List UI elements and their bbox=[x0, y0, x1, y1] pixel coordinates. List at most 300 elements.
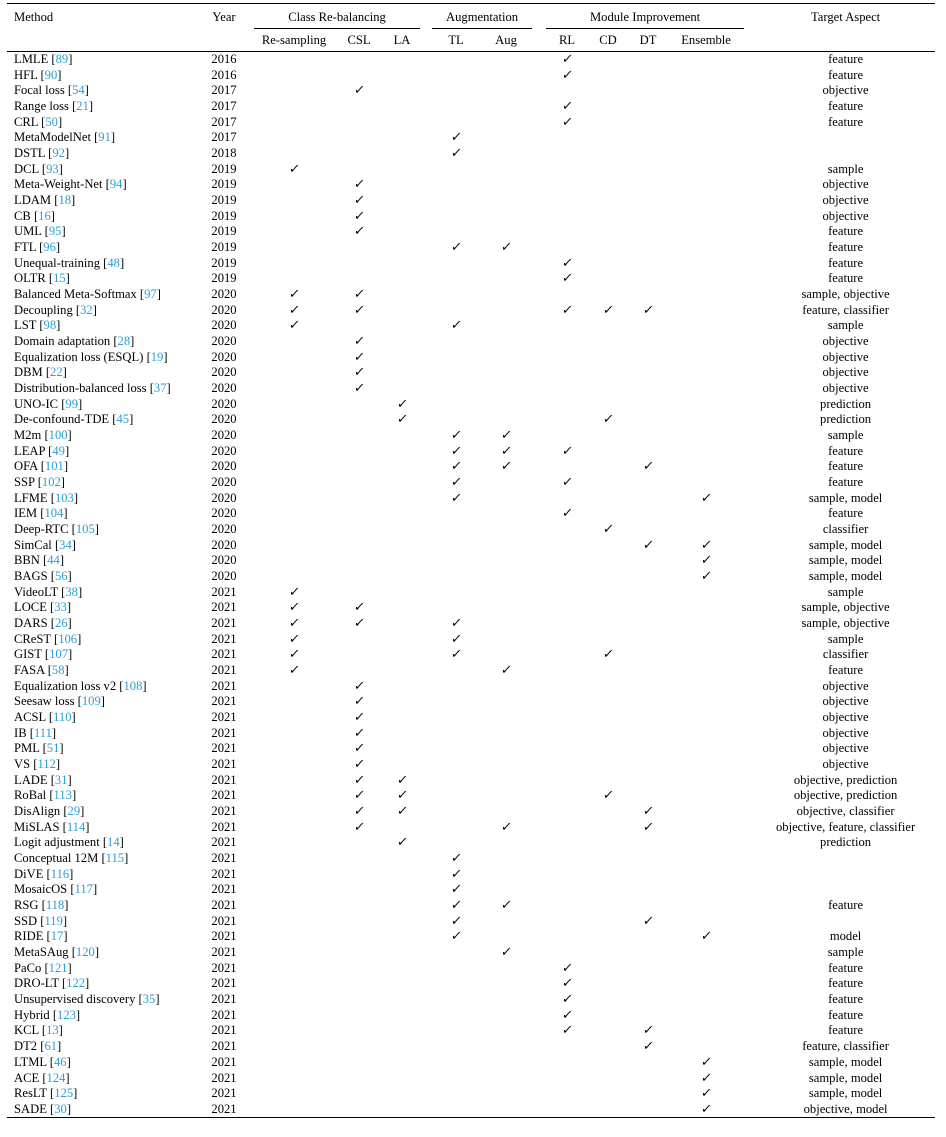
method-name: RoBal bbox=[14, 788, 47, 803]
check-icon: ✓ bbox=[641, 537, 655, 553]
mark-cell-cd bbox=[588, 475, 628, 491]
mark-cell-ensemble bbox=[668, 772, 744, 788]
year-cell: 2021 bbox=[211, 898, 237, 913]
mark-cell-re-sampling bbox=[254, 678, 334, 694]
mark-cell-rl bbox=[546, 428, 588, 444]
year-cell: 2021 bbox=[211, 1070, 237, 1085]
mark-cell-dt bbox=[628, 584, 668, 600]
citation-link[interactable]: 21 bbox=[76, 98, 89, 113]
target-aspect-cell bbox=[756, 882, 935, 898]
year-cell: 2020 bbox=[211, 506, 237, 521]
method-cell: ACE [124] bbox=[14, 1070, 70, 1085]
mark-cell-csl bbox=[334, 428, 384, 444]
header-group-augmentation: Augmentation bbox=[432, 4, 532, 31]
citation-link[interactable]: 16 bbox=[38, 208, 51, 223]
citation-link[interactable]: 98 bbox=[43, 318, 57, 333]
mark-cell-rl bbox=[546, 600, 588, 616]
year-cell: 2021 bbox=[211, 647, 237, 662]
mark-cell-la bbox=[384, 146, 420, 162]
mark-cell-aug bbox=[480, 506, 532, 522]
citation-link[interactable]: 34 bbox=[59, 537, 72, 552]
citation-link[interactable]: 54 bbox=[72, 83, 85, 98]
table-row bbox=[7, 945, 935, 961]
check-icon: ✓ bbox=[395, 788, 409, 804]
mark-cell-csl bbox=[334, 898, 384, 914]
mark-cell-aug bbox=[480, 647, 532, 663]
mark-cell-cd bbox=[588, 1102, 628, 1118]
table-row bbox=[7, 302, 935, 318]
mark-cell-la bbox=[384, 616, 420, 632]
method-name: CReST bbox=[14, 631, 51, 646]
mark-cell-csl bbox=[334, 929, 384, 945]
mark-cell-csl bbox=[334, 334, 384, 350]
check-icon: ✓ bbox=[699, 1086, 713, 1102]
mark-cell-csl bbox=[334, 193, 384, 209]
mark-cell-tl bbox=[432, 663, 480, 679]
mark-cell-ensemble bbox=[668, 287, 744, 303]
method-name: Domain adaptation bbox=[14, 333, 111, 348]
table-row bbox=[7, 161, 935, 177]
header-method: Method bbox=[7, 4, 200, 31]
method-name: KCL bbox=[14, 1023, 39, 1038]
method-cell: ResLT [125] bbox=[14, 1086, 78, 1101]
mark-cell-aug bbox=[480, 193, 532, 209]
mark-cell-csl bbox=[334, 271, 384, 287]
mark-cell-la bbox=[384, 318, 420, 334]
mark-cell-la bbox=[384, 882, 420, 898]
method-cell: DSTL [92] bbox=[14, 145, 70, 160]
mark-cell-csl bbox=[334, 224, 384, 240]
citation-link[interactable]: 37 bbox=[153, 380, 167, 395]
mark-cell-csl bbox=[334, 52, 384, 68]
mark-cell-re-sampling bbox=[254, 83, 334, 99]
check-icon: ✓ bbox=[395, 804, 409, 820]
check-icon: ✓ bbox=[449, 145, 463, 161]
mark-cell-aug bbox=[480, 725, 532, 741]
mark-cell-aug bbox=[480, 631, 532, 647]
mark-cell-re-sampling bbox=[254, 349, 334, 365]
target-aspect-cell: objective bbox=[822, 192, 869, 207]
target-aspect-cell: prediction bbox=[820, 835, 872, 850]
table-row bbox=[7, 851, 935, 867]
mark-cell-ensemble bbox=[668, 208, 744, 224]
citation-link[interactable]: 49 bbox=[52, 443, 65, 458]
method-cell: SSD [119] bbox=[14, 913, 68, 928]
citation-link[interactable]: 14 bbox=[107, 835, 120, 850]
target-aspect-cell: feature, classifier bbox=[802, 302, 889, 317]
citation-link[interactable]: 125 bbox=[54, 1086, 74, 1101]
mark-cell-re-sampling bbox=[254, 819, 334, 835]
citation-link[interactable]: 118 bbox=[45, 898, 65, 913]
mark-cell-la bbox=[384, 866, 420, 882]
citation-link[interactable]: 112 bbox=[37, 757, 56, 772]
mark-cell-la bbox=[384, 835, 420, 851]
mark-cell-tl bbox=[432, 224, 480, 240]
mark-cell-dt bbox=[628, 710, 668, 726]
year-cell: 2019 bbox=[211, 239, 237, 254]
citation-link[interactable]: 94 bbox=[109, 177, 123, 192]
citation-link[interactable]: 35 bbox=[142, 992, 156, 1007]
mark-cell-rl bbox=[546, 772, 588, 788]
citation-link[interactable]: 92 bbox=[52, 145, 65, 160]
mark-cell-tl bbox=[432, 522, 480, 538]
mark-cell-tl bbox=[432, 569, 480, 585]
table-row bbox=[7, 1070, 935, 1086]
citation-link[interactable]: 61 bbox=[44, 1039, 58, 1054]
mark-cell-csl bbox=[334, 1102, 384, 1118]
citation-link[interactable]: 116 bbox=[50, 866, 70, 881]
target-aspect-cell: objective bbox=[822, 741, 869, 756]
mark-cell-re-sampling bbox=[254, 663, 334, 679]
citation-link[interactable]: 22 bbox=[50, 365, 63, 380]
citation-link[interactable]: 46 bbox=[54, 1054, 67, 1069]
mark-cell-aug bbox=[480, 913, 532, 929]
mark-cell-la bbox=[384, 490, 420, 506]
mark-cell-ensemble bbox=[668, 1023, 744, 1039]
citation-link[interactable]: 105 bbox=[75, 521, 95, 536]
citation-link[interactable]: 110 bbox=[53, 710, 72, 725]
method-name: Unsupervised discovery bbox=[14, 992, 136, 1007]
method-name: DT2 bbox=[14, 1039, 38, 1054]
citation-link[interactable]: 122 bbox=[66, 976, 86, 991]
year-cell: 2021 bbox=[211, 757, 237, 772]
mark-cell-la bbox=[384, 302, 420, 318]
table-row bbox=[7, 929, 935, 945]
citation-link[interactable]: 96 bbox=[43, 239, 56, 254]
mark-cell-csl bbox=[334, 459, 384, 475]
mark-cell-csl bbox=[334, 302, 384, 318]
citation-link[interactable]: 95 bbox=[48, 224, 62, 239]
mark-cell-dt bbox=[628, 960, 668, 976]
year-cell: 2020 bbox=[211, 365, 237, 380]
method-cell: FASA [58] bbox=[14, 663, 69, 678]
check-icon: ✓ bbox=[287, 616, 301, 632]
citation-link[interactable]: 19 bbox=[150, 349, 164, 364]
method-cell: FTL [96] bbox=[14, 239, 61, 254]
mark-cell-cd bbox=[588, 992, 628, 1008]
mark-cell-tl bbox=[432, 819, 480, 835]
mark-cell-ensemble bbox=[668, 52, 744, 68]
mark-cell-re-sampling bbox=[254, 772, 334, 788]
citation-link[interactable]: 99 bbox=[65, 396, 79, 411]
mark-cell-rl bbox=[546, 710, 588, 726]
citation-link[interactable]: 101 bbox=[44, 459, 64, 474]
method-name: DBM bbox=[14, 365, 43, 380]
mark-cell-la bbox=[384, 381, 420, 397]
citation-link[interactable]: 115 bbox=[105, 851, 125, 866]
check-icon: ✓ bbox=[449, 866, 463, 882]
method-name: Range loss bbox=[14, 98, 69, 113]
mark-cell-la bbox=[384, 772, 420, 788]
mark-cell-csl bbox=[334, 600, 384, 616]
citation-link[interactable]: 45 bbox=[116, 412, 130, 427]
check-icon: ✓ bbox=[352, 819, 366, 835]
check-icon: ✓ bbox=[560, 1007, 574, 1023]
mark-cell-dt bbox=[628, 835, 668, 851]
mark-cell-tl bbox=[432, 459, 480, 475]
citation-link[interactable]: 90 bbox=[44, 67, 58, 82]
citation-link[interactable]: 33 bbox=[54, 600, 67, 615]
citation-link[interactable]: 30 bbox=[54, 1101, 67, 1116]
check-icon: ✓ bbox=[601, 302, 615, 318]
mark-cell-ensemble bbox=[668, 553, 744, 569]
target-aspect-cell: feature bbox=[828, 976, 864, 991]
citation-link[interactable]: 29 bbox=[67, 804, 81, 819]
mark-cell-la bbox=[384, 114, 420, 130]
citation-link[interactable]: 31 bbox=[54, 772, 68, 787]
mark-cell-tl bbox=[432, 318, 480, 334]
check-icon: ✓ bbox=[641, 913, 655, 929]
citation-link[interactable]: 107 bbox=[49, 647, 68, 662]
mark-cell-aug bbox=[480, 443, 532, 459]
year-cell: 2017 bbox=[211, 114, 237, 129]
mark-cell-csl bbox=[334, 1039, 384, 1055]
year-cell: 2021 bbox=[211, 678, 237, 693]
year-cell: 2021 bbox=[211, 1054, 237, 1069]
mark-cell-dt bbox=[628, 631, 668, 647]
citation-link[interactable]: 89 bbox=[55, 52, 69, 67]
mark-cell-cd bbox=[588, 334, 628, 350]
mark-cell-ensemble bbox=[668, 349, 744, 365]
method-name: Hybrid bbox=[14, 1007, 50, 1022]
year-cell: 2020 bbox=[211, 333, 237, 348]
mark-cell-la bbox=[384, 443, 420, 459]
mark-cell-aug bbox=[480, 976, 532, 992]
target-aspect-cell: objective, classifier bbox=[796, 804, 895, 819]
mark-cell-ensemble bbox=[668, 334, 744, 350]
mark-cell-tl bbox=[432, 882, 480, 898]
mark-cell-csl bbox=[334, 945, 384, 961]
citation-link[interactable]: 15 bbox=[53, 271, 66, 286]
mark-cell-cd bbox=[588, 177, 628, 193]
year-cell: 2020 bbox=[211, 412, 237, 427]
mark-cell-dt bbox=[628, 678, 668, 694]
mark-cell-aug bbox=[480, 960, 532, 976]
check-icon: ✓ bbox=[699, 537, 713, 553]
mark-cell-tl bbox=[432, 67, 480, 83]
subheader-csl: CSL bbox=[334, 30, 384, 52]
target-aspect-cell: objective, prediction bbox=[793, 772, 898, 787]
check-icon: ✓ bbox=[287, 647, 301, 663]
citation-link[interactable]: 48 bbox=[107, 255, 120, 270]
mark-cell-la bbox=[384, 584, 420, 600]
citation-link[interactable]: 120 bbox=[75, 945, 95, 960]
mark-cell-aug bbox=[480, 255, 532, 271]
citation-link[interactable]: 121 bbox=[48, 960, 68, 975]
citation-link[interactable]: 97 bbox=[144, 286, 157, 301]
mark-cell-ensemble bbox=[668, 193, 744, 209]
check-icon: ✓ bbox=[352, 710, 366, 726]
citation-link[interactable]: 108 bbox=[123, 678, 143, 693]
target-aspect-cell: objective bbox=[822, 333, 869, 348]
mark-cell-ensemble bbox=[668, 490, 744, 506]
target-aspect-cell: feature bbox=[828, 443, 864, 458]
citation-link[interactable]: 50 bbox=[45, 114, 58, 129]
mark-cell-tl bbox=[432, 1023, 480, 1039]
citation-link[interactable]: 51 bbox=[46, 741, 60, 756]
mark-cell-rl bbox=[546, 318, 588, 334]
mark-cell-csl bbox=[334, 1007, 384, 1023]
mark-cell-csl bbox=[334, 506, 384, 522]
mark-cell-cd bbox=[588, 866, 628, 882]
target-aspect-cell: sample, objective bbox=[801, 600, 890, 615]
mark-cell-rl bbox=[546, 412, 588, 428]
method-name: UNO-IC bbox=[14, 396, 59, 411]
citation-link[interactable]: 28 bbox=[117, 333, 131, 348]
citation-link[interactable]: 93 bbox=[46, 161, 59, 176]
mark-cell-rl bbox=[546, 506, 588, 522]
citation-link[interactable]: 38 bbox=[65, 584, 78, 599]
mark-cell-cd bbox=[588, 976, 628, 992]
mark-cell-rl bbox=[546, 365, 588, 381]
mark-cell-la bbox=[384, 788, 420, 804]
mark-cell-rl bbox=[546, 1055, 588, 1071]
check-icon: ✓ bbox=[449, 898, 463, 914]
mark-cell-aug bbox=[480, 584, 532, 600]
method-cell: Equalization loss v2 [108] bbox=[14, 678, 147, 693]
mark-cell-rl bbox=[546, 83, 588, 99]
citation-link[interactable]: 13 bbox=[46, 1023, 59, 1038]
year-cell: 2020 bbox=[211, 427, 237, 442]
mark-cell-re-sampling bbox=[254, 1086, 334, 1102]
target-aspect-cell bbox=[756, 146, 935, 162]
check-icon: ✓ bbox=[699, 490, 713, 506]
mark-cell-tl bbox=[432, 130, 480, 146]
mark-cell-tl bbox=[432, 553, 480, 569]
citation-link[interactable]: 17 bbox=[50, 929, 64, 944]
method-cell: LMLE [89] bbox=[14, 52, 73, 67]
table-row bbox=[7, 725, 935, 741]
mark-cell-la bbox=[384, 663, 420, 679]
year-cell: 2020 bbox=[211, 521, 237, 536]
mark-cell-la bbox=[384, 647, 420, 663]
citation-link[interactable]: 109 bbox=[81, 694, 101, 709]
citation-link[interactable]: 114 bbox=[66, 819, 86, 834]
mark-cell-la bbox=[384, 898, 420, 914]
subheader-ensemble: Ensemble bbox=[668, 30, 744, 52]
mark-cell-dt bbox=[628, 302, 668, 318]
citation-link[interactable]: 56 bbox=[54, 569, 68, 583]
check-icon: ✓ bbox=[352, 600, 366, 616]
mark-cell-cd bbox=[588, 130, 628, 146]
method-name: PML bbox=[14, 741, 40, 756]
citation-link[interactable]: 124 bbox=[46, 1070, 66, 1085]
method-name: SSP bbox=[14, 474, 35, 489]
mark-cell-rl bbox=[546, 302, 588, 318]
method-name: DCL bbox=[14, 161, 39, 176]
mark-cell-rl bbox=[546, 271, 588, 287]
citation-link[interactable]: 18 bbox=[58, 192, 72, 207]
mark-cell-ensemble bbox=[668, 1070, 744, 1086]
mark-cell-cd bbox=[588, 271, 628, 287]
check-icon: ✓ bbox=[560, 98, 574, 114]
citation-link[interactable]: 113 bbox=[53, 788, 72, 803]
mark-cell-csl bbox=[334, 161, 384, 177]
mark-cell-re-sampling bbox=[254, 459, 334, 475]
mark-cell-aug bbox=[480, 287, 532, 303]
citation-link[interactable]: 32 bbox=[80, 302, 93, 317]
mark-cell-la bbox=[384, 349, 420, 365]
method-cell: Conceptual 12M [115] bbox=[14, 851, 129, 866]
mark-cell-dt bbox=[628, 600, 668, 616]
check-icon: ✓ bbox=[560, 114, 574, 130]
method-cell: Distribution-balanced loss [37] bbox=[14, 380, 171, 395]
mark-cell-tl bbox=[432, 1070, 480, 1086]
mark-cell-dt bbox=[628, 1055, 668, 1071]
mark-cell-re-sampling bbox=[254, 945, 334, 961]
citation-link[interactable]: 102 bbox=[41, 474, 61, 489]
mark-cell-cd bbox=[588, 647, 628, 663]
citation-link[interactable]: 91 bbox=[98, 130, 111, 145]
citation-link[interactable]: 44 bbox=[47, 553, 60, 568]
citation-link[interactable]: 104 bbox=[44, 506, 64, 521]
mark-cell-dt bbox=[628, 99, 668, 115]
method-cell: Decoupling [32] bbox=[14, 302, 97, 317]
citation-link[interactable]: 117 bbox=[74, 882, 93, 897]
check-icon: ✓ bbox=[287, 318, 301, 334]
mark-cell-dt bbox=[628, 443, 668, 459]
check-icon: ✓ bbox=[352, 616, 366, 632]
method-cell: MetaSAug [120] bbox=[14, 945, 100, 960]
mark-cell-csl bbox=[334, 788, 384, 804]
mark-cell-cd bbox=[588, 1055, 628, 1071]
mark-cell-ensemble bbox=[668, 819, 744, 835]
citation-link[interactable]: 26 bbox=[54, 616, 68, 631]
target-aspect-cell: sample bbox=[827, 945, 864, 960]
citation-link[interactable]: 100 bbox=[48, 427, 68, 442]
method-cell: MiSLAS [114] bbox=[14, 819, 90, 834]
table-row bbox=[7, 992, 935, 1008]
year-cell: 2020 bbox=[211, 380, 237, 395]
citation-link[interactable]: 123 bbox=[57, 1007, 76, 1022]
method-cell: DBM [22] bbox=[14, 365, 67, 380]
check-icon: ✓ bbox=[352, 380, 366, 396]
mark-cell-ensemble bbox=[668, 67, 744, 83]
mark-cell-la bbox=[384, 945, 420, 961]
mark-cell-cd bbox=[588, 725, 628, 741]
mark-cell-tl bbox=[432, 208, 480, 224]
mark-cell-rl bbox=[546, 146, 588, 162]
table-row bbox=[7, 208, 935, 224]
mark-cell-cd bbox=[588, 694, 628, 710]
mark-cell-ensemble bbox=[668, 694, 744, 710]
mark-cell-la bbox=[384, 710, 420, 726]
table-row bbox=[7, 1086, 935, 1102]
citation-link[interactable]: 58 bbox=[51, 663, 65, 678]
mark-cell-re-sampling bbox=[254, 584, 334, 600]
mark-cell-tl bbox=[432, 443, 480, 459]
table-row bbox=[7, 772, 935, 788]
method-cell: RSG [118] bbox=[14, 898, 69, 913]
citation-link[interactable]: 106 bbox=[58, 631, 78, 646]
mark-cell-re-sampling bbox=[254, 788, 334, 804]
check-icon: ✓ bbox=[352, 286, 366, 302]
year-cell: 2019 bbox=[211, 177, 237, 192]
mark-cell-tl bbox=[432, 537, 480, 553]
method-name: DSTL bbox=[14, 145, 46, 160]
method-cell: IEM [104] bbox=[14, 506, 68, 521]
mark-cell-aug bbox=[480, 302, 532, 318]
citation-link[interactable]: 103 bbox=[54, 490, 74, 505]
citation-link[interactable]: 111 bbox=[33, 725, 52, 740]
mark-cell-aug bbox=[480, 318, 532, 334]
citation-link[interactable]: 119 bbox=[44, 913, 63, 928]
table-row bbox=[7, 757, 935, 773]
mark-cell-dt bbox=[628, 1102, 668, 1118]
mark-cell-rl bbox=[546, 522, 588, 538]
target-aspect-cell: objective bbox=[822, 208, 869, 223]
target-aspect-cell: sample, model bbox=[808, 1086, 883, 1101]
